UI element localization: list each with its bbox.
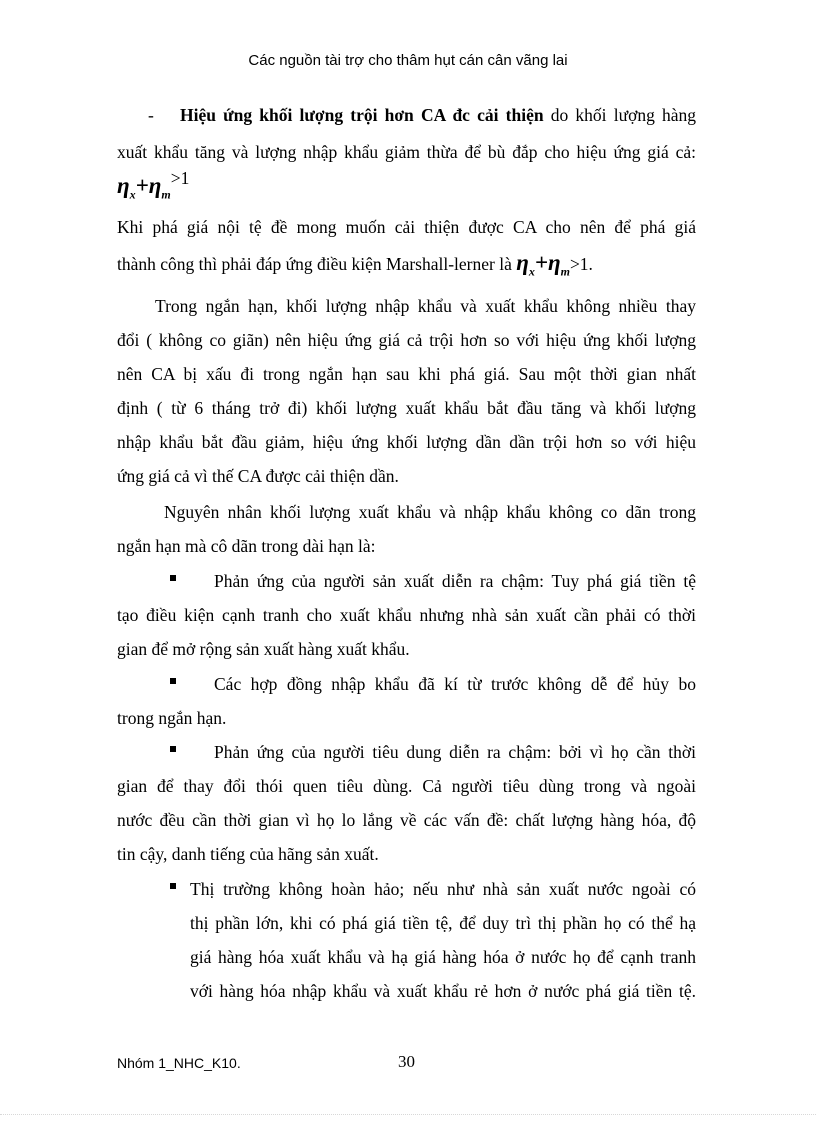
eta-m-inline: $\eta_m$ <box>547 250 570 279</box>
paragraph-3-line: ứng giá cả vì thế CA được cải thiện dần. <box>117 466 399 486</box>
plus-sign: + <box>135 173 149 198</box>
bullet-square-icon <box>170 746 176 752</box>
heading-volume-effect: Hiệu ứng khối lượng trội hơn CA đc cải thiện <box>180 105 544 125</box>
page-bottom-divider <box>0 1114 816 1115</box>
bullet-square-icon <box>170 575 176 581</box>
paragraph-2-line-1: Khi phá giá nội tệ đề mong muốn cải thiện được CA cho nên để phá giá <box>117 217 696 237</box>
paragraph-2-text: thành công thì phải đáp ứng điều kiện Marshall-lerner là <box>117 254 512 274</box>
paragraph-3-line: nhập khẩu bắt đầu giảm, hiệu ứng khối lượng dần dần trội hơn so với hiệu <box>117 432 696 452</box>
bullet-1-line: Phản ứng của người sản xuất diễn ra chậm: Tuy phá giá tiền tệ <box>214 571 696 591</box>
paragraph-2-line-2 <box>117 251 593 284</box>
eta-x: $\eta_x$ <box>117 173 136 202</box>
page-header: Các nguồn tài trợ cho thâm hụt cán cân vãng lai <box>248 52 568 69</box>
bullet-4-line: thị phần lớn, khi có phá giá tiền tệ, để duy trì thị phần họ có thể hạ <box>190 913 696 933</box>
paragraph-1-line-1 <box>180 103 696 127</box>
paragraph-3-line: đổi ( không co giãn) nên hiệu ứng giá cả trội hơn so với hiệu ứng khối lượng <box>117 330 696 350</box>
plus-sign-inline: + <box>534 250 548 275</box>
bullet-4-line: giá hàng hóa xuất khẩu và hạ giá hàng hóa ở nước họ để cạnh tranh <box>190 947 696 967</box>
bullet-2-line: Các hợp đồng nhập khẩu đã kí từ trước không dễ để hủy bo <box>214 674 696 694</box>
paragraph-3-line: Trong ngắn hạn, khối lượng nhập khẩu và xuất khẩu không nhiều thay <box>155 296 696 316</box>
paragraph-3-line: định ( từ 6 tháng trở đi) khối lượng xuất khẩu bắt đầu tăng và khối lượng <box>117 398 696 418</box>
paragraph-4-line: Nguyên nhân khối lượng xuất khẩu và nhập khẩu không co dãn trong <box>164 502 696 522</box>
bullet-3-line: nước đều cần thời gian vì họ lo lắng về các vấn đề: chất lượng hàng hóa, độ <box>117 810 696 830</box>
bullet-2-line: trong ngắn hạn. <box>117 708 227 728</box>
formula-condition-inline: >1. <box>569 254 593 274</box>
formula-condition: >1 <box>170 168 190 188</box>
paragraph-4-line: ngắn hạn mà cô dãn trong dài hạn là: <box>117 536 376 556</box>
bullet-1-line: tạo điều kiện cạnh tranh cho xuất khẩu nhưng nhà sản xuất cần phải có thời <box>117 605 696 625</box>
eta-x-inline: $\eta_x$ <box>516 250 535 279</box>
bullet-square-icon <box>170 678 176 684</box>
dash-marker: - <box>148 105 154 125</box>
page-number: 30 <box>398 1052 415 1071</box>
paragraph-1-rest: do khối lượng hàng <box>550 105 697 125</box>
marshall-lerner-formula <box>117 168 190 207</box>
bullet-1-line: gian để mở rộng sản xuất hàng xuất khẩu. <box>117 639 410 659</box>
bullet-4-line: với hàng hóa nhập khẩu và xuất khẩu rẻ hơn ở nước phá giá tiền tệ. <box>190 981 696 1001</box>
paragraph-3-line: nên CA bị xấu đi trong ngắn hạn sau khi phá giá. Sau một thời gian nhất <box>117 364 696 384</box>
bullet-square-icon <box>170 883 176 889</box>
bullet-3-line: Phản ứng của người tiêu dung diễn ra chậm: bởi vì họ cần thời <box>214 742 696 762</box>
bullet-3-line: tin cậy, danh tiếng của hãng sản xuất. <box>117 844 379 864</box>
bullet-3-line: gian để thay đổi thói quen tiêu dùng. Cả người tiêu dùng trong và ngoài <box>117 776 696 796</box>
bullet-4-line: Thị trường không hoàn hảo; nếu như nhà sản xuất nước ngoài có <box>190 879 696 899</box>
eta-m: $\eta_m$ <box>148 173 171 202</box>
footer-group-label: Nhóm 1_NHC_K10. <box>117 1055 241 1071</box>
paragraph-1-line-2: xuất khẩu tăng và lượng nhập khẩu giảm thừa để bù đắp cho hiệu ứng giá cả: <box>117 142 696 162</box>
